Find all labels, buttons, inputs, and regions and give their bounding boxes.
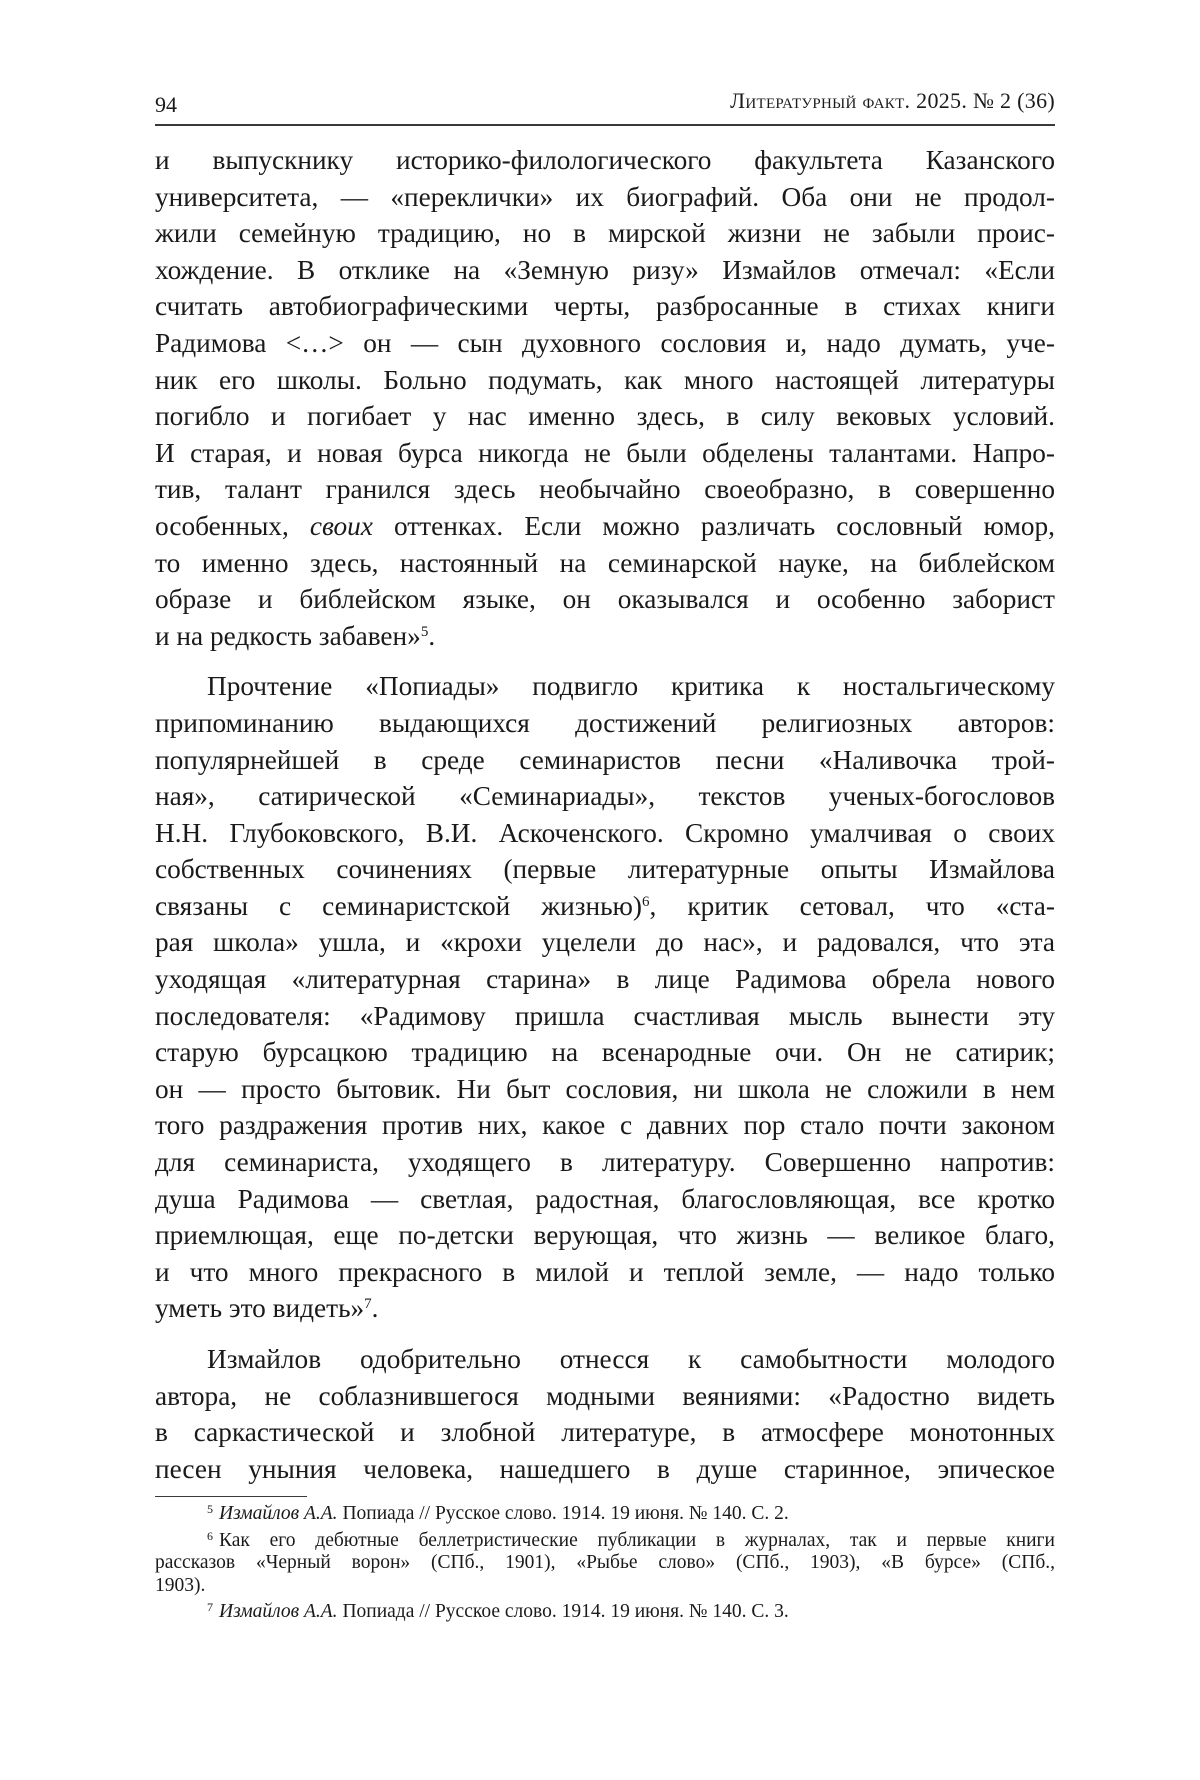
page-number: 94 <box>155 92 177 117</box>
text-line: для семинариста, уходящего в литературу. Совершенно напротив: <box>155 1147 1055 1178</box>
footnote-line <box>155 1601 1055 1624</box>
footnote-5 <box>155 1503 1055 1526</box>
text-span: связаны с семинаристской жизнью) <box>155 890 643 921</box>
text-line: собственных сочинениях (первые литературные опыты Измайлова <box>155 854 1055 885</box>
text-line: приемлющая, еще по-детски верующая, что жизнь — великое благо, <box>155 1220 1055 1251</box>
text-span: оттенках. Если можно различать сословный юмор, <box>372 510 1055 541</box>
text-line: рая школа» ушла, и «крохи уцелели до нас», и радовался, что эта <box>155 927 1055 958</box>
text-line <box>155 618 1055 655</box>
text-line: Измайлов одобрительно отнесся к самобытности молодого <box>207 1344 1055 1374</box>
text-line: Радимова <…> он — сын духовного сословия и, надо думать, уче- <box>155 327 1055 358</box>
footnote-author: Измайлов А.А. <box>219 1601 338 1622</box>
text-line: и что много прекрасного в милой и теплой земле, — надо только <box>155 1256 1055 1287</box>
text-line: тив, талант гранился здесь необычайно своеобразно, в совершенно <box>155 474 1055 505</box>
page <box>155 88 1055 1622</box>
text-line: он — просто бытовик. Ни быт сословия, ни школа не сложили в нем <box>155 1073 1055 1104</box>
text-line: уходящая «литературная старина» в лице Радимова обрела нового <box>155 964 1055 995</box>
footnote-text: Как его дебютные беллетристические публикации в журналах, так и первые книги <box>219 1529 1055 1551</box>
text-line: ник его школы. Больно подумать, как много настоящей литературы <box>155 364 1055 395</box>
footnote-7 <box>155 1601 1055 1624</box>
text-span: . <box>428 620 436 651</box>
footnote-author: Измайлов А.А. <box>219 1503 338 1524</box>
footnote-divider <box>155 1496 307 1497</box>
text-line: ная», сатирической «Семинариады», текстов ученых-богословов <box>155 781 1055 812</box>
text-line: И старая, и новая бурса никогда не были обделены талантами. Напро- <box>155 437 1055 468</box>
footnote-line <box>155 1530 1055 1553</box>
text-line: того раздражения против них, какое с давних пор стало почти законом <box>155 1110 1055 1141</box>
paragraph-2 <box>155 668 1055 1327</box>
footnote-line <box>155 1503 1055 1526</box>
body-text <box>155 142 1055 1487</box>
footnote-line: рассказов «Черный ворон» (СПб., 1901), «Рыбье слово» (СПб., 1903), «В бурсе» (СПб., <box>155 1552 1055 1573</box>
footnote-marker: 5 <box>207 1502 213 1516</box>
text-line: старую бурсацкою традицию на всенародные очи. Он не сатирик; <box>155 1037 1055 1068</box>
paragraph-3 <box>155 1341 1055 1487</box>
text-span: уметь это видеть» <box>155 1293 365 1324</box>
text-line: хождение. В отклике на «Земную ризу» Измайлов отмечал: «Если <box>155 254 1055 285</box>
italic-emphasis: своих <box>309 510 373 541</box>
text-line: жили семейную традицию, но в мирской жизни не забыли проис- <box>155 218 1055 249</box>
text-line: песен уныния человека, нашедшего в душе старинное, эпическое <box>155 1453 1055 1484</box>
text-line: последователя: «Радимову пришла счастливая мысль вынести эту <box>155 1000 1055 1031</box>
text-line: припоминанию выдающихся достижений религиозных авторов: <box>155 707 1055 738</box>
footnote-line: 1903). <box>155 1574 206 1596</box>
text-line: считать автобиографическими черты, разбросанные в стихах книги <box>155 291 1055 322</box>
text-line: погибло и погибает у нас именно здесь, в силу вековых условий. <box>155 401 1055 432</box>
text-span: , критик сетовал, что «ста- <box>649 890 1055 921</box>
text-line: в саркастической и злобной литературе, в атмосфере монотонных <box>155 1417 1055 1448</box>
text-line <box>155 1290 1055 1327</box>
footnotes <box>155 1496 1055 1628</box>
text-line: душа Радимова — светлая, радостная, благословляющая, все кротко <box>155 1183 1055 1214</box>
footnote-text: Попиада // Русское слово. 1914. 19 июня. № 140. С. 3. <box>337 1601 789 1622</box>
text-span: . <box>371 1293 379 1324</box>
footnote-marker: 6 <box>207 1528 213 1543</box>
footnote-ref[interactable]: 5 <box>420 623 429 640</box>
footnote-marker: 7 <box>207 1600 213 1614</box>
text-line: образе и библейском языке, он оказывался и особенно заборист <box>155 584 1055 615</box>
text-line: университета, — «переклички» их биографий. Оба они не продол- <box>155 181 1055 212</box>
text-line: то именно здесь, настоянный на семинарской науке, на библейском <box>155 547 1055 578</box>
running-head <box>155 88 1055 126</box>
text-line: Н.Н. Глубоковского, В.И. Аскоченского. Скромно умалчивая о своих <box>155 817 1055 848</box>
journal-title: Литературный факт. 2025. № 2 (36) <box>730 88 1055 113</box>
footnote-ref[interactable]: 7 <box>364 1296 372 1313</box>
footnote-text: Попиада // Русское слово. 1914. 19 июня. № 140. С. 2. <box>337 1503 789 1524</box>
footnote-ref[interactable]: 6 <box>642 893 650 910</box>
text-line: Прочтение «Попиады» подвигло критика к ностальгическому <box>207 671 1055 702</box>
text-span: и на редкость забавен» <box>155 620 421 651</box>
paragraph-1 <box>155 142 1055 654</box>
footnote-6 <box>155 1530 1055 1598</box>
text-line <box>155 508 1055 545</box>
text-span: особенных, <box>155 510 310 541</box>
text-line: автора, не соблазнившегося модными веяниями: «Радостно видеть <box>155 1380 1055 1411</box>
text-line: и выпускнику историко-филологического факультета Казанского <box>155 145 1055 175</box>
text-line <box>155 888 1055 925</box>
text-line: популярнейшей в среде семинаристов песни «Наливочка трой- <box>155 744 1055 775</box>
